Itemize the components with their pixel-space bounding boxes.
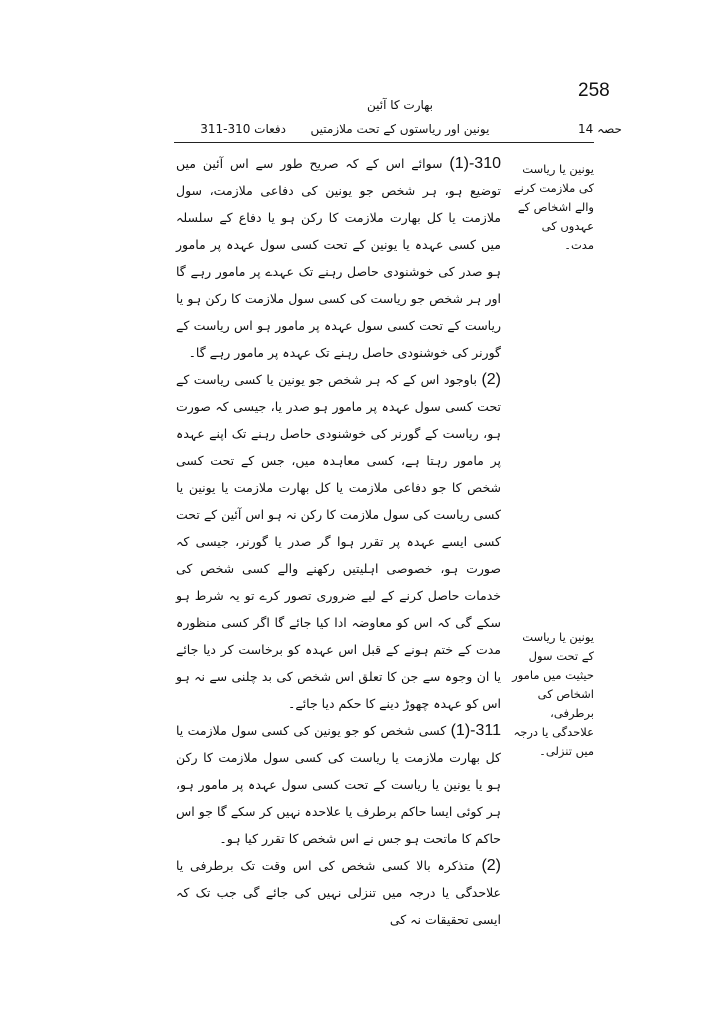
part-label: حصہ 14 xyxy=(578,122,622,136)
clause-text: باوجود اس کے کہ ہر شخص جو یونین یا کسی ریاست کے تحت کسی سول عہدہ پر مامور ہو صدر یا، جیسی کہ صورت ہو، ریاست کے گورنر کی خوشنودی حاصل رہنے تک اپنے عہدہ پر مامور رہتا ہے، کسی معاہدہ میں، جس کے تحت کسی شخص کا جو دفاعی ملازمت یا کل بھارت ملازمت یا یونین یا کسی ریاست کی سول ملازمت کا رکن نہ ہو اس آئین کے تحت کسی ایسے عہدہ پر تقرر ہوا گر صدر یا گورنر، جیسی کہ صورت ہو، خصوصی اہلیتیں رکھنے والے کسی شخص کی خدمات حاصل کرنے کے لیے ضروری تصور کرے تو یہ شرط ہو سکے گی کہ اس کو معاوضہ ادا کیا جائے گا اگر کسی منظورہ مدت کے ختم ہونے کے قبل اس عہدہ کو برخاست کر دیا جائے یا ان وجوہ سے جن کا تعلق اس شخص کی بد چلنی سے نہ ہو اس کو عہدہ چھوڑ دینے کا حکم دیا جائے۔ xyxy=(176,372,501,711)
clause-number: (2) xyxy=(481,371,501,388)
page-number: 258 xyxy=(578,80,610,101)
section-number: 311-(1) xyxy=(450,722,501,739)
section-text: کسی شخص کو جو یونین کی کسی سول ملازمت یا کل بھارت ملازمت یا ریاست کی کسی سول ملازمت کا رکن ہو یا یونین یا ریاست کے تحت کسی سول عہدہ پر مامور ہو، ہر کوئی ایسا حاکم برطرف یا علاحدہ نہیں کر سکے گا جو اس حاکم کا ماتحت ہو جس نے اس شخص کا تقرر کیا ہو۔ xyxy=(176,723,501,846)
section-text: سوائے اس کے کہ صریح طور سے اس آئین میں توضیع ہو، ہر شخص جو یونین کی دفاعی ملازمت، سول ملازمت یا کل بھارت ملازمت کا رکن ہو یا دفاع کے سلسلہ میں کسی عہدہ یا یونین کے تحت کسی سول عہدہ پر مامور ہو صدر کی خوشنودی حاصل رہنے تک عہدے پر مامور رہے گا اور ہر شخص جو ریاست کی کسی سول ملازمت کا رکن ہو یا ریاست کے تحت کسی سول عہدہ پر مامور ہو اس ریاست کے گورنر کی خوشنودی حاصل رہنے تک عہدہ پر مامور رہے گا۔ xyxy=(176,156,501,360)
clause-text: متذکرہ بالا کسی شخص کی اس وقت تک برطرفی یا علاحدگی یا درجہ میں تنزلی نہیں کی جائے گی جب تک کہ ایسی تحقیقات نہ کی xyxy=(176,858,501,927)
header-rule xyxy=(174,142,594,143)
section-310-2 xyxy=(176,366,501,717)
margin-note-310: یونین یا ریاست کی ملازمت کرنے والے اشخاص کے عہدوں کی مدت۔ xyxy=(513,162,594,252)
section-310-1 xyxy=(176,150,501,366)
main-text xyxy=(176,150,501,933)
header-subtitle: یونین اور ریاستوں کے تحت ملازمتیں xyxy=(310,122,490,136)
clause-number: (2) xyxy=(481,857,501,874)
header-title: بھارت کا آئین xyxy=(366,98,434,112)
section-311-2 xyxy=(176,852,501,933)
margin-note-311: یونین یا ریاست کے تحت سول حیثیت میں مامور اشخاص کی برطرفی، علاحدگی یا درجہ میں تنزلی۔ xyxy=(512,630,594,758)
header-sections: دفعات 310-311 xyxy=(200,122,286,136)
section-311-1 xyxy=(176,717,501,852)
section-number: 310-(1) xyxy=(449,155,501,172)
